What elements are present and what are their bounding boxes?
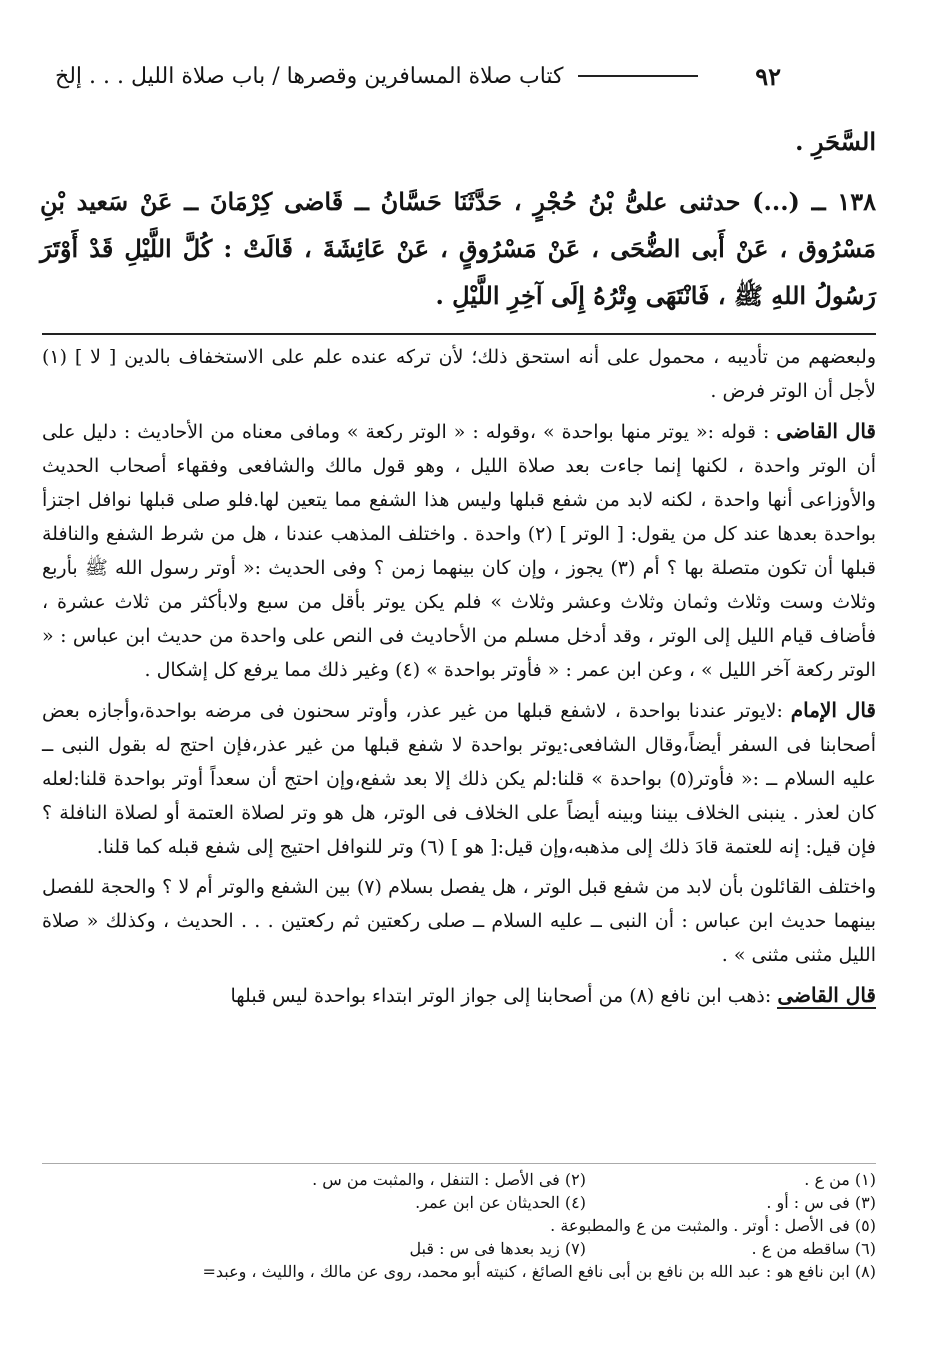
footnote: (٧) زيد بعدها فى س : قبل [409,1239,586,1258]
commentary-paragraph [42,693,876,864]
footnote-row [42,1237,876,1260]
paragraph-text: ولبعضهم من تأديبه ، محمول على أنه استحق ذلك؛ لأن تركه عنده علم على الاستخفاف بالدين [ لا ] (١) لأجل أن الوتر فرض . [42,346,876,402]
footnote: (٥) فى الأصل : أوتر . والمثبت من ع والمطبوعة . [550,1216,876,1235]
hadith-closing-text: السَّحَرِ . [795,127,876,156]
footnote-row [42,1168,876,1191]
header-rule [578,75,698,77]
footnote-row [42,1191,876,1214]
speaker-label: قال الإمام [790,698,876,722]
footnote-row [42,1214,876,1237]
footnote: (٢) فى الأصل : التنفل ، والمثبت من س . [312,1170,586,1189]
commentary-paragraph [42,870,876,972]
footnote: (٦) ساقطه من ع . [751,1239,876,1258]
speaker-label: قال القاضى [776,419,876,443]
paragraph-text: : قوله :« يوتر منها بواحدة » ،وقوله : « الوتر ركعة » ومافى معناه من الأحاديث : دليل على أن الوتر واحدة ، لكنها إنما جاءت بعد صلاة الليل ، وهو قول مالك والشافعى وفقهاء أصحاب الحديث والأوزاعى أنها واحدة ، لكنه لابد من شفع قبلها وليس هذا الشفع مما يتعين لها.فلو صلى قبلها نوافل اجتزأ بواحدة بعدها عند كل من يقول: [ الوتر ] (٢) واحدة . واختلف المذهب عندنا ، هل من شرط الشفع والنافلة قبلها أن تكون متصلة بها ؟ أم (٣) يجوز ، وإن كان بينهما زمن ؟ وفى الحديث :« أوتر رسول الله ﷺ بأربع وثلاث وست وثلاث وثمان وثلاث وعشر وثلاث » فلم يكن يوتر بأقل من سبع ولابأكثر من ثلاث عشرة ، فأضاف قيام الليل إلى الوتر ، وقد أدخل مسلم من الأحاديث فى النص على واحدة من حديث ابن عباس : « الوتر ركعة آخر الليل » ، وعن ابن عمر : « فأوتر بواحدة » (٤) وغير ذلك مما يرفع كل إشكال . [42,421,876,681]
paragraph-text: واختلف القائلون بأن لابد من شفع قبل الوتر ، هل يفصل بسلام (٧) بين الشفع والوتر أم لا ؟ والحجة للفصل بينهما حديث ابن عباس : أن النبى ــ عليه السلام ــ صلى ركعتين ثم ركعتين . . . الحديث ، وكذلك « صلاة الليل مثنى مثنى » . [42,876,876,966]
hadith-text: ١٣٨ ــ (...) حدثنى علىُّ بْنُ حُجْرٍ ، حَدَّثَنَا حَسَّانُ ــ قَاضى كِرْمَانَ ــ عَنْ سَعيد بْنِ مَسْرُوق ، عَنْ أَبى الضُّحَى ، عَنْ مَسْرُوقٍ ، عَنْ عَائِشَةَ ، قَالَتْ : كُلَّ اللَّيْلِ قَدْ أَوْتَرَ رَسُولُ اللهِ ﷺ ، فَانْتَهَى وِتْرُهُ إِلَى آخِرِ اللَّيْلِ . [40,187,876,310]
footnotes [42,1168,876,1283]
speaker-label: قال القاضى [777,983,876,1007]
commentary-paragraph [42,340,876,408]
text-divider [42,333,876,335]
footnote: (٨) ابن نافع هو : عبد الله بن نافع بن أبى نافع الصائغ ، كنيته أبو محمد، روى عن مالك ، والليث ، وعبد= [202,1262,876,1281]
running-header [55,56,781,96]
running-title: كتاب صلاة المسافرين وقصرها / باب صلاة الليل . . . إلخ [55,63,564,89]
footnote: (١) من ع . [804,1170,876,1189]
commentary-paragraph [42,414,876,687]
paragraph-text: :لايوتر عندنا بواحدة ، لاشفع قبلها من غير عذر، وأوتر سحنون فى مرضه بواحدة،وأجازه بعض أصحابنا فى السفر أيضاً،وقال الشافعى:يوتر بواحدة لا شفع قبلها من غير عذر،فإن احتج له بقول النبى ــ عليه السلام ــ :« فأوتر(٥) بواحدة » قلنا:لم يكن ذلك إلا بعد شفع،وإن احتج أن سعداً أوتر بواحدة قلنا:لعله كان لعذر . ينبنى الخلاف بيننا وبينه أيضاً على الخلاف فى الوتر، هل هو وتر لصلاة العتمة أو لصلاة النافلة ؟ فإن قيل: إنه للعتمة قادَ ذلك إلى مذهبه،وإن قيل:[ هو ] (٦) وتر للنوافل احتيج إلى شفع قبله كما قلنا. [42,700,876,858]
footnote: (٣) فى س : أو . [766,1193,876,1212]
footnote: (٤) الحديثان عن ابن عمر. [415,1193,586,1212]
page-number: ٩٢ [755,61,781,91]
paragraph-text: :ذهب ابن نافع (٨) من أصحابنا إلى جواز الوتر ابتداء بواحدة ليس قبلها [230,985,772,1007]
hadith-closing [40,118,876,165]
commentary [42,340,876,1019]
footnote-row [42,1260,876,1283]
footnote-separator [42,1163,876,1164]
commentary-paragraph [42,978,876,1013]
hadith-138 [40,178,876,319]
